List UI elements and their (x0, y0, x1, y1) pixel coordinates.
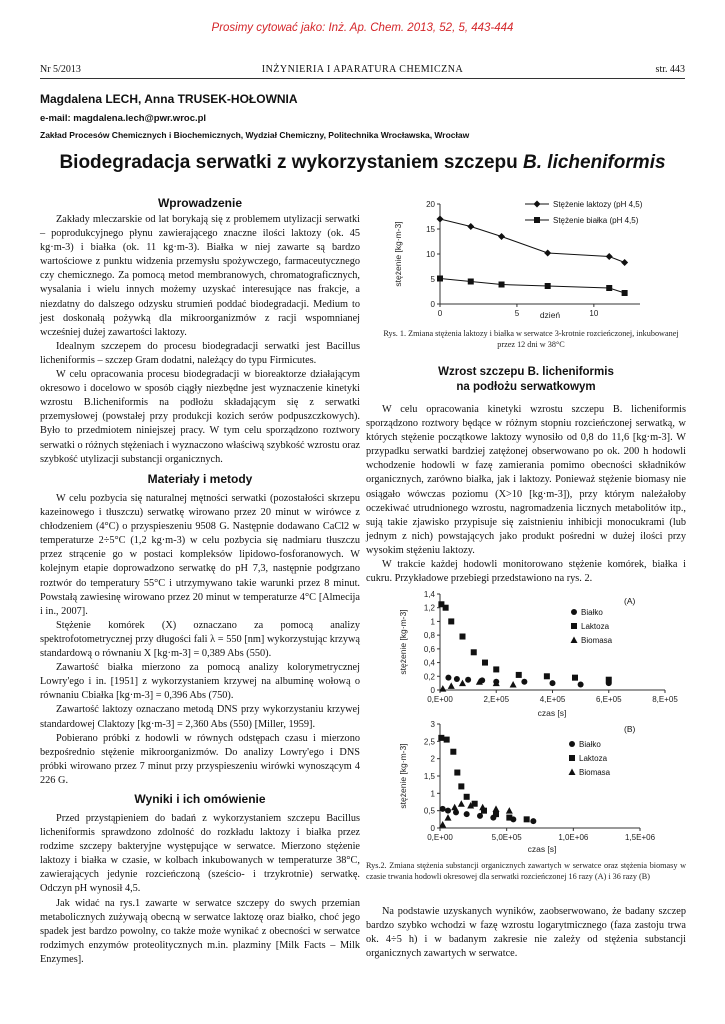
author-email[interactable]: e-mail: magdalena.lech@pwr.wroc.pl (40, 113, 207, 124)
y-tick-label: 15 (426, 225, 435, 234)
data-point (498, 233, 505, 240)
data-point (493, 811, 499, 817)
materials-p2: Stężenie komórek (X) oznaczano za pomocą analizy spektrofotometrycznej przy długości fali λ = 550 [nm] wykorzystując krzywą standardową o równaniu X [kg·m-3] = 0,389 Abs (550). (40, 619, 360, 660)
data-point (437, 276, 443, 282)
y-tick-label: 1,5 (423, 772, 435, 781)
intro-p2: Idealnym szczepem do procesu biodegradacji serwatki jest Bacillus licheniformis – szczep Gram dodatni, należący do typu Firmicutes. (40, 340, 360, 366)
data-point (460, 634, 466, 640)
title-species: B. licheniformis (523, 152, 666, 173)
y-tick-label: 1 (430, 789, 435, 799)
x-axis-label: czas [s] (527, 844, 557, 854)
data-point (578, 682, 584, 688)
legend-marker (534, 217, 540, 223)
data-point (450, 749, 456, 755)
data-point (524, 816, 530, 822)
intro-p3: W celu opracowania procesu biodegradacji w bioreaktorze działającym okresowo i docelowo w sposób ciągły niezbędne jest wyznaczenie kinetyki wzrostu B.licheniformis na podłożu składającym się z serwatki przemysłowej (powstałej przy produkcji kozich serów podpuszczkowych). Było to przedmiotem niniejszej pracy. W tym celu sporządzono roztwory serwatki o różnych stężeniach i wyznaczono właściwą szybkość wzrostu oraz szybkość utylizacji substancji organicznych. (40, 369, 360, 465)
legend-marker (569, 769, 576, 776)
legend-label: Biomasa (581, 636, 613, 645)
legend-marker (569, 755, 575, 761)
materials-body (40, 492, 360, 788)
data-point (506, 807, 513, 814)
data-point (606, 253, 613, 260)
data-point (464, 811, 470, 817)
materials-p4: Zawartość laktozy oznaczano metodą DNS przy wykorzystaniu krzywej standardowej Claktozy [kg·m-3] = 2,360 Abs (550) [Miller, 1959]. (40, 704, 360, 730)
data-point (606, 677, 612, 683)
results-p2: Jak widać na rys.1 zawarte w serwatce szczepy do swych przemian metabolicznych zużywają obecną w serwatce laktozę oraz białko, choć jego spadek jest bardzo powolny, co także może wynikać z obecności w serwatce rodzimych enzymów proteolitycznych m.in. plazminy [Milk Facts – Milk Enzymes]. (40, 897, 360, 965)
data-point (448, 618, 454, 624)
growth-body (366, 403, 686, 586)
final-p: Na podstawie uzyskanych wyników, zaobserwowano, że badany szczep bardzo szybko wchodzi w fazę wzrostu logarytmicznego (faza zastoju trwa ok. 4÷5 h) i w badanym zakresie nie zależy od stężenia substancji organicznych zawartych w serwatce. (366, 906, 686, 960)
affiliation: Zakład Procesów Chemicznych i Biochemicznych, Wydział Chemiczny, Politechnika Wrocławska, Wrocław (40, 130, 470, 140)
x-tick-label: 5,0E+05 (491, 833, 522, 842)
data-point (471, 649, 477, 655)
x-tick-label: 0,E+00 (427, 695, 453, 704)
data-point (444, 737, 450, 743)
y-tick-label: 20 (426, 200, 435, 209)
x-tick-label: 0,E+00 (427, 833, 453, 842)
materials-p3: Zawartość białka mierzono za pomocą analizy kolorymetrycznej Lowry'ego i in. [1951] z wykorzystaniem krzywej na albuminę wołową o równaniu Cbiałka [kg·m-3] = 0,396 Abs (750). (40, 662, 360, 702)
series-line (440, 279, 625, 294)
figure-2b-chart (392, 712, 682, 856)
data-point (544, 673, 550, 679)
x-tick-label: 1,5E+06 (624, 833, 656, 842)
section-results: Wyniki i ich omówienie (134, 792, 266, 806)
data-point (448, 682, 455, 689)
section-materials: Materiały i metody (147, 472, 253, 486)
data-point (438, 735, 444, 741)
panel-label: (B) (624, 724, 636, 734)
y-axis-label: stężenie [kg·m-3] (393, 221, 403, 287)
growth-p1: W celu opracowania kinetyki wzrostu szczepu B. licheniformis sporządzono roztwory będące w różnym stopniu rozcieńczonej serwatką, w których stężenie początkowe laktozy wynosiło od 0,8 do 11,6 [kg·m-3]. W przypadku serwatki bardziej zatężonej obserwowano po ok. 200 h hodowli wchodzenie hodowli w fazę zamierania pomimo obecności składników organicznych, zarówno białka, jak i laktozy. Ponieważ stężenie biomasy nie osiągało wówczas poziomu (X>10 [kg·m-3]), przy którym należałoby oczekiwać utrudnionego wzrostu, nagromadzenia licznych metabolitów itp., sują takie zjawisko przypisuje się zaistnieniu inhibicji monocukrami (lub jednym z nich) powstających jako produkt pośredni w dużej ilości przy wysokim stężeniu laktozy. (366, 404, 686, 556)
series-line (440, 219, 625, 263)
x-axis-label: czas [s] (537, 708, 567, 718)
x-tick-label: 5 (514, 309, 520, 318)
data-point (468, 279, 474, 285)
data-point (458, 783, 464, 789)
y-tick-label: 1,4 (423, 590, 435, 599)
journal-name: INŻYNIERIA I APARATURA CHEMICZNA (261, 64, 464, 75)
data-point (453, 809, 459, 815)
data-point (521, 679, 527, 685)
x-tick-label: 6,E+05 (595, 695, 622, 704)
data-point (454, 770, 460, 776)
materials-p5: Pobierano próbki z hodowli w równych odstępach czasu i mierzono bezpośrednio stężenie mikroorganizmów. Do analizy Lowry'ego i DNS próbki wirowano przez 7 minut przy przyspieszeniu wirówki wynoszącym 4 226 G. (40, 732, 360, 786)
data-point (550, 680, 556, 686)
data-point (621, 259, 628, 266)
x-tick-label: 1,0E+06 (558, 833, 589, 842)
section-intro: Wprowadzenie (157, 196, 242, 210)
data-point (454, 676, 460, 682)
data-point (464, 794, 470, 800)
data-point (445, 814, 452, 821)
data-point (572, 675, 578, 681)
x-tick-label: 4,E+05 (539, 695, 566, 704)
results-p1: Przed przystąpieniem do badań z wykorzystaniem szczepu Bacillus licheniformis sprawdzono zdolność do rozkładu laktozy i białka przez rodzime szczepy bakteryjne występujące w serwatce. Mierzono stężenie laktozy i białka w czasie, w kolbach inkubowanych w temperaturze 38°C, zawierających jedynie rozcieńczoną (sześcio- i trzykrotnie) serwatkę. Odczyn pH wynosił 4,5. (40, 813, 360, 895)
authors: Magdalena LECH, Anna TRUSEK-HOŁOWNIA (40, 92, 298, 106)
issue-number: Nr 5/2013 (40, 64, 81, 75)
legend-marker (569, 741, 575, 747)
legend-label: Białko (581, 608, 603, 617)
legend-marker (534, 201, 541, 208)
section-growth-title-2: na podłożu serwatkowym (456, 381, 596, 393)
data-point (516, 672, 522, 678)
intro-p1: Zakłady mleczarskie od lat borykają się z problemem utylizacji serwatki – poprodukcyjnego płynu zawierającego znaczne ilości laktozy (ok. 45 kg·m-3) i białka (ok. 11 kg·m-3). Białka w niej zawarte są bardzo wartościowe z punktu widzenia przemysłu spożywczego, farmaceutycznego czy chemicznego. Za pomocą metod membranowych, chromatograficznych, wysalania i wielu innych możemy uzyskać interesujące nas frakcje, a niezdatny do dalszego odzysku strumień poddać biodegradacji. Medium to jest doskonałą pożywką dla mikroorganizmów z racji wspomnianej wcześniej dużej zawartości laktozy. (40, 214, 360, 338)
data-point (467, 223, 474, 230)
intro-body (40, 213, 360, 467)
data-point (482, 660, 488, 666)
y-tick-label: 0,4 (423, 658, 435, 668)
data-point (459, 680, 466, 687)
data-point (479, 804, 486, 811)
data-point (506, 815, 512, 821)
panel-label: (A) (624, 596, 636, 606)
y-tick-label: 0 (430, 824, 435, 833)
y-tick-label: 1,2 (423, 603, 435, 613)
data-point (493, 666, 499, 672)
data-point (493, 805, 500, 812)
x-axis-label: dzień (539, 310, 561, 320)
data-point (477, 813, 483, 819)
figure-1-caption: Rys. 1. Zmiana stężenia laktozy i białka w serwatce 3-krotnie rozcieńczonej, inkubowanej przez 12 dni w 38°C (383, 329, 679, 349)
figure-2-caption: Rys.2. Zmiana stężenia substancji organicznych zawartych w serwatce oraz stężenia biomasy w czasie trwania hodowli okresowej dla serwatki rozcieńczonej 16 razy (A) i 36 razy (B) (366, 861, 686, 881)
y-axis-label: stężenie [kg·m-3] (398, 743, 408, 809)
data-point (465, 677, 471, 683)
figure-1-chart (385, 192, 685, 322)
data-point (499, 282, 505, 288)
legend-marker (571, 637, 578, 644)
citation-note: Prosimy cytować jako: Inż. Ap. Chem. 2013, 52, 5, 443-444 (211, 22, 514, 34)
y-tick-label: 0 (430, 686, 435, 695)
y-tick-label: 0,6 (423, 644, 435, 654)
paper-title (0, 152, 725, 174)
legend-marker (571, 609, 577, 615)
x-tick-label: 0 (437, 309, 443, 318)
header-rule (40, 78, 685, 79)
results-body (40, 812, 360, 967)
legend-label: Białko (579, 740, 601, 749)
data-point (530, 818, 536, 824)
legend-label: Laktoza (581, 622, 610, 631)
legend-label: Biomasa (579, 768, 611, 777)
materials-p1: W celu pozbycia się naturalnej mętności serwatki (pozostałości skrzepu kazeinowego i tłuszczu) serwatkę wirowano przez 20 minut w wirówce z chłodzeniem (4°C) o przyspieszeniu 9508 G. Następnie dodawano CaCl2 w temperaturze 2÷5°C (1,2 kg·m-3) w celu pozbycia się nadmiaru tłuszczu przez strącenie go w postaci kompleksów lipidowo-fosforanowych. W kolejnym etapie doprowadzono serwatkę do pH 7,3, następnie podgrzano roztwór do temperatury 55°C i utrzymywano takie warunki przez 8 minut. Powstałą zawiesinę wirowano przez 20 minut w temperaturze 4°C [Almecija i in., 2007]. (40, 493, 360, 617)
data-point (545, 283, 551, 289)
data-point (437, 216, 444, 223)
data-point (544, 250, 551, 257)
y-tick-label: 10 (426, 250, 435, 259)
final-body (366, 905, 686, 961)
data-point (445, 675, 451, 681)
data-point (606, 285, 612, 291)
data-point (440, 806, 446, 812)
y-tick-label: 0,2 (423, 672, 435, 682)
data-point (443, 605, 449, 611)
data-point (451, 804, 458, 811)
y-tick-label: 2 (430, 754, 435, 764)
y-axis-label: stężenie [kg·m-3] (398, 609, 408, 675)
section-growth-title-1: Wzrost szczepu B. licheniformis (438, 366, 614, 378)
y-tick-label: 1 (430, 617, 435, 627)
data-point (510, 681, 517, 688)
x-tick-label: 10 (589, 309, 599, 318)
title-main: Biodegradacja serwatki z wykorzystaniem szczepu (59, 152, 524, 173)
legend-label: Laktoza (579, 754, 608, 763)
y-tick-label: 5 (430, 275, 435, 284)
page-number: str. 443 (655, 64, 685, 75)
legend-label: Stężenie białka (pH 4,5) (553, 216, 639, 225)
y-tick-label: 2,5 (423, 737, 435, 747)
legend-label: Stężenie laktozy (pH 4,5) (553, 200, 643, 209)
y-tick-label: 0 (430, 300, 435, 309)
x-tick-label: 8,E+05 (652, 695, 678, 704)
growth-p2: W trakcie każdej hodowli monitorowano stężenie komórek, białka i cukru. Przykładowe przebiegi przedstawiono na rys. 2. (366, 559, 686, 585)
data-point (622, 290, 628, 296)
y-tick-label: 0,5 (423, 806, 435, 816)
y-tick-label: 3 (430, 720, 435, 729)
y-tick-label: 0,8 (423, 631, 435, 641)
x-tick-label: 2,E+05 (483, 695, 510, 704)
data-point (458, 800, 465, 807)
legend-marker (571, 623, 577, 629)
data-point (445, 808, 451, 814)
